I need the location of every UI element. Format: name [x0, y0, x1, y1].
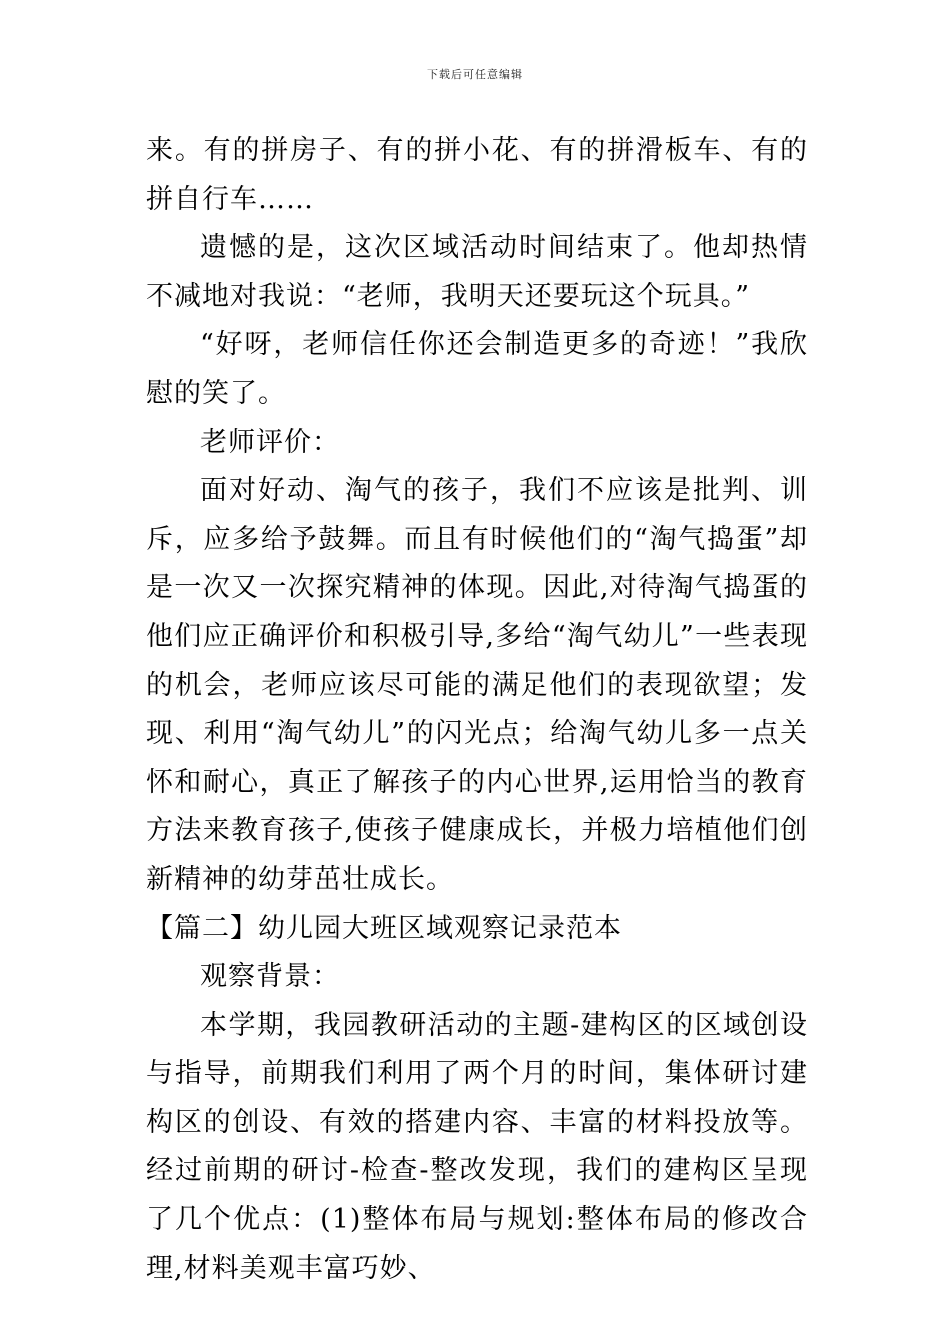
paragraph-background-text: 本学期，我园教研活动的主题-建构区的区域创设与指导，前期我们利用了两个月的时间，集体研讨建构区的创设、有效的搭建内容、丰富的材料投放等。经过前期的研讨-检查-整改发现，我们的建构区呈现了几个优点：(1)整体布局与规划:整体布局的修改合理,材料美观丰富巧妙、	[146, 1009, 808, 1284]
paragraph-evaluation-text: 面对好动、淘气的孩子，我们不应该是批判、训斥，应多给予鼓舞。而且有时候他们的“淘气捣蛋”却是一次又一次探究精神的体现。因此,对待淘气捣蛋的他们应正确评价和积极引导,多给“淘气幼儿”一些表现的机会，老师应该尽可能的满足他们的表现欲望；发现、利用“淘气幼儿”的闪光点；给淘气幼儿多一点关怀和耐心，真正了解孩子的内心世界,运用恰当的教育方法来教育孩子,使孩子健康成长，并极力培植他们创新精神的幼芽茁壮成长。	[146, 475, 808, 895]
paragraph-evaluation-label: 老师评价：	[200, 426, 340, 458]
paragraph-continuation: 来。有的拼房子、有的拼小花、有的拼滑板车、有的拼自行车……	[146, 135, 808, 215]
paragraph-background-label: 观察背景：	[200, 961, 340, 993]
section-heading: 【篇二】幼儿园大班区域观察记录范本	[146, 912, 622, 944]
document-body	[146, 127, 808, 1293]
page-header-note: 下载后可任意编辑	[427, 68, 523, 81]
paragraph-teacher-reply: “好呀，老师信任你还会制造更多的奇迹！”我欣慰的笑了。	[146, 329, 808, 409]
paragraph-activity-end: 遗憾的是，这次区域活动时间结束了。他却热情不减地对我说：“老师，我明天还要玩这个玩具。”	[146, 232, 808, 312]
